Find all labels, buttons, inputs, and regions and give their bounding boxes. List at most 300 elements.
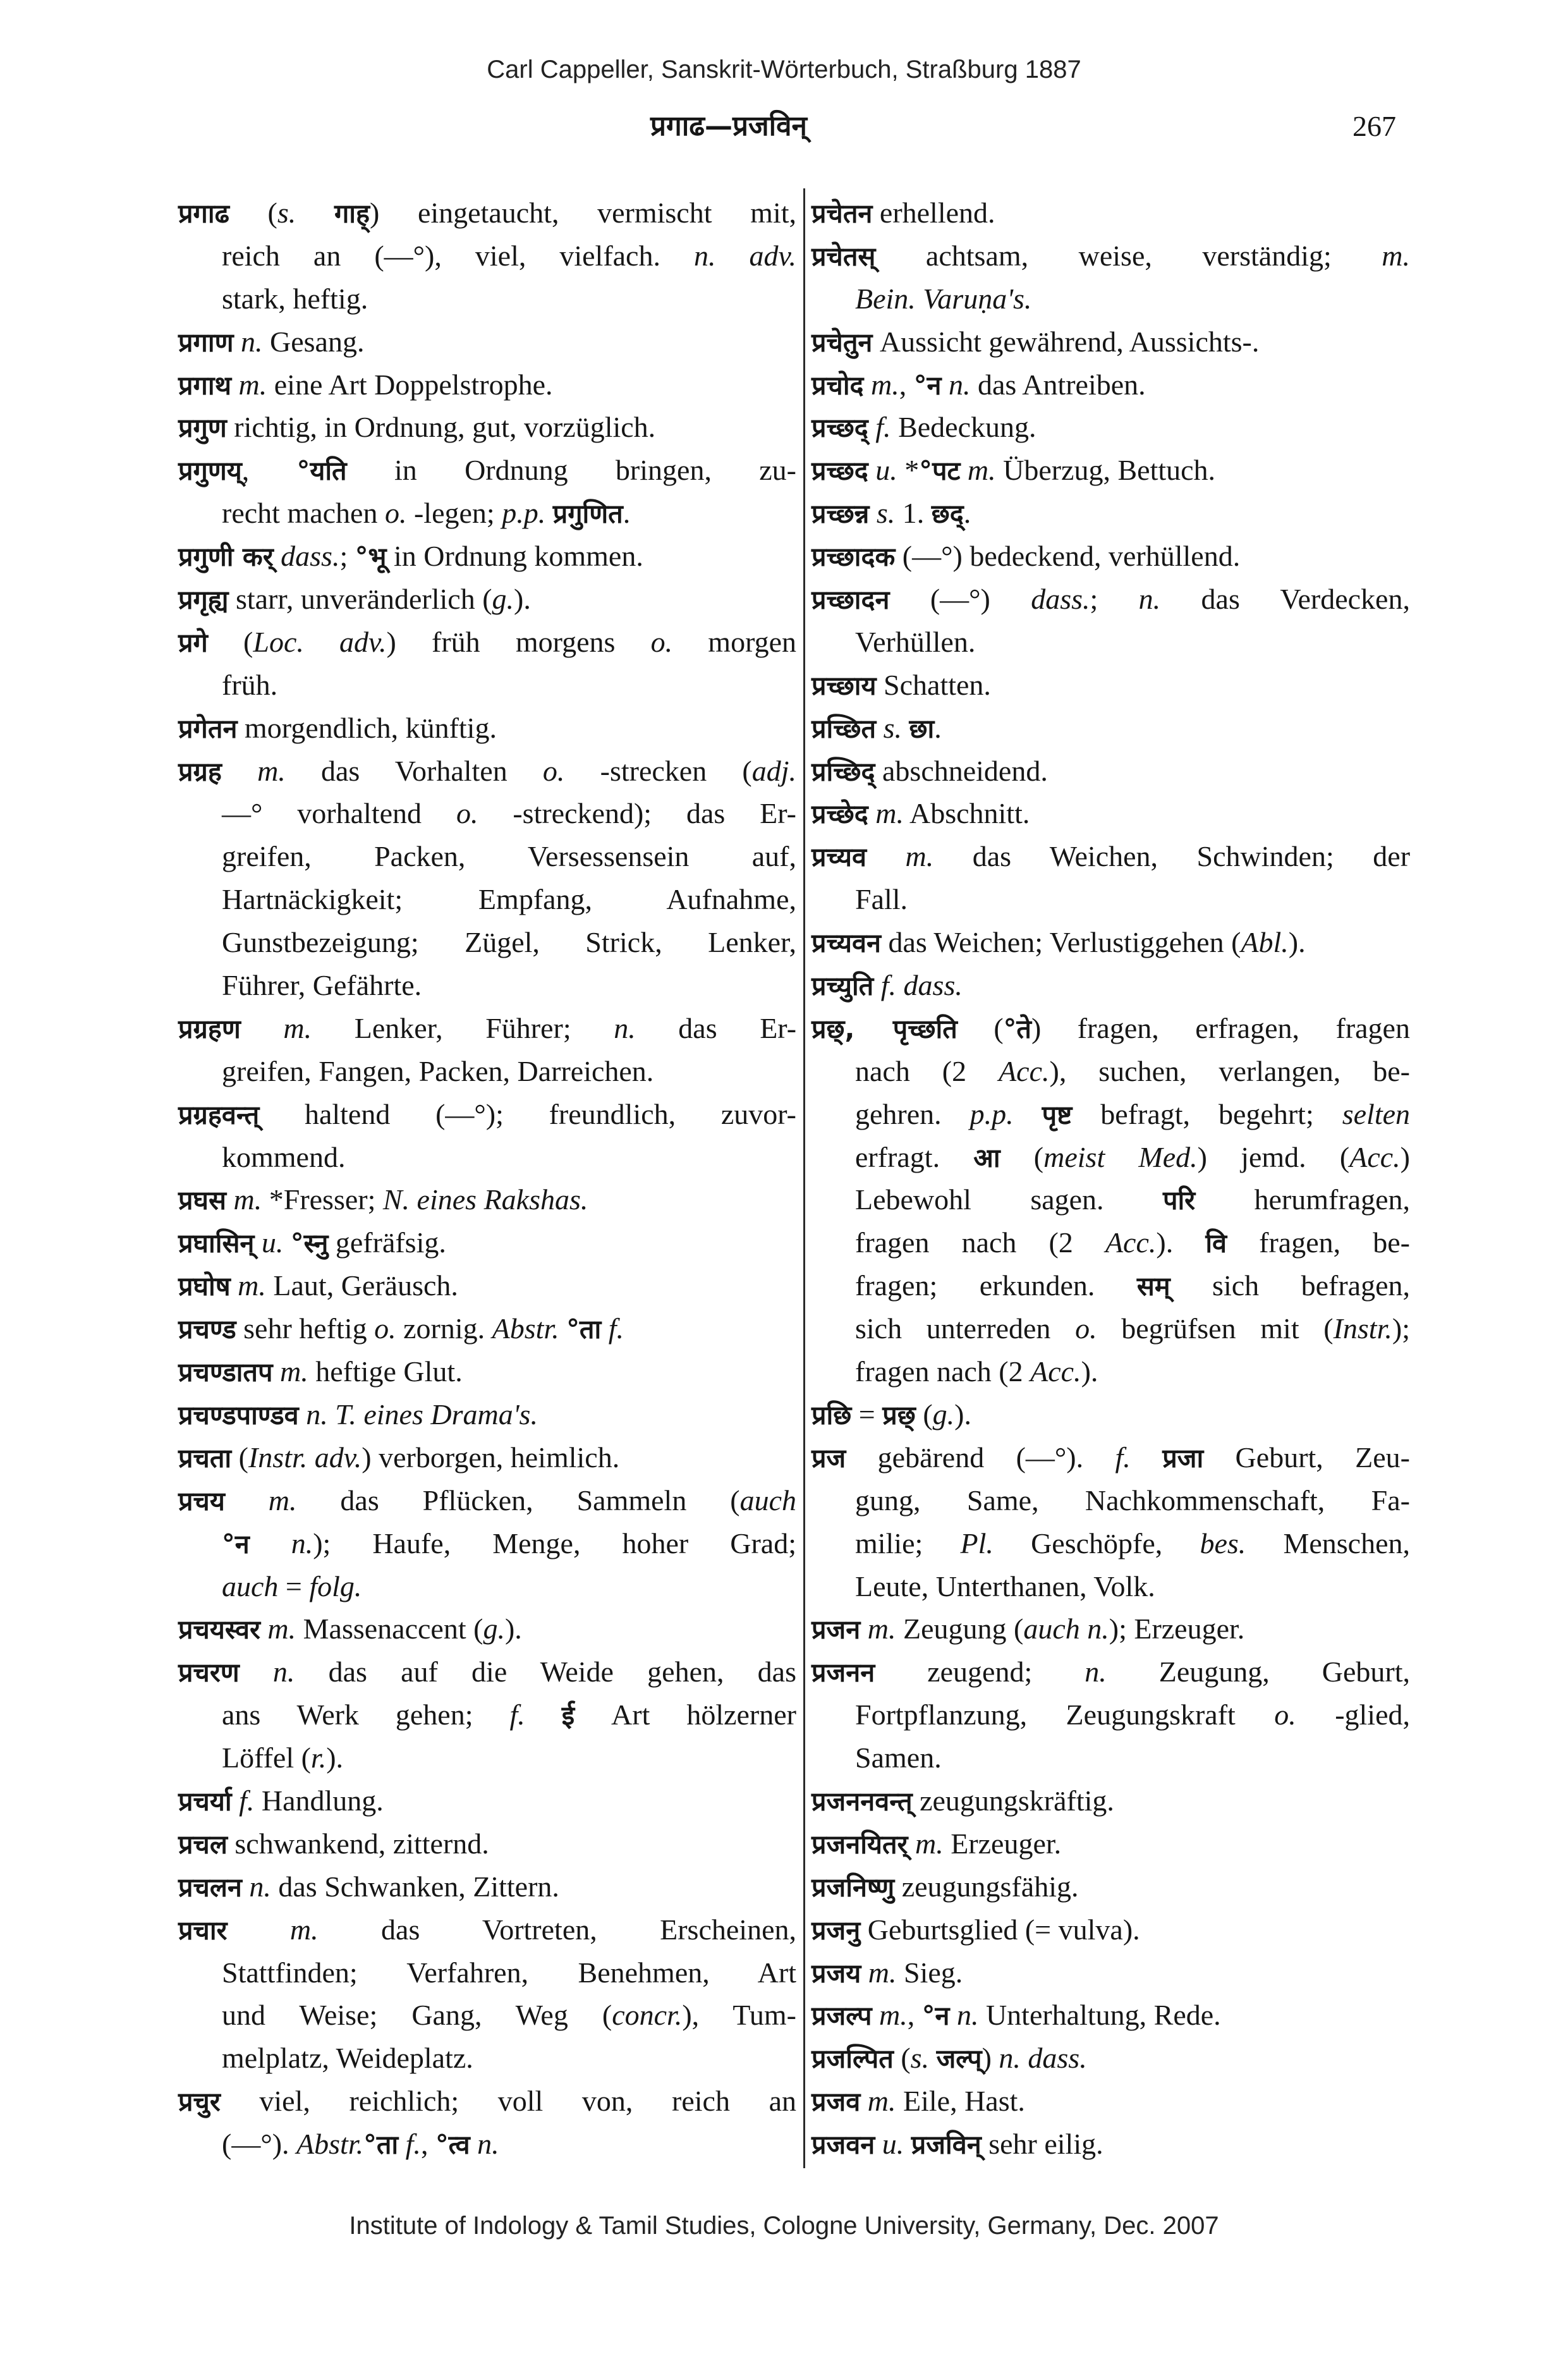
gloss-text: starr, unveränderlich ( — [228, 583, 492, 616]
dict-line — [811, 792, 1410, 835]
gloss-text: ) fragen, erfragen, fragen — [1031, 1011, 1410, 1044]
gloss-text: Geschöpfe, — [993, 1527, 1200, 1559]
italic-abbreviation: m. — [871, 368, 899, 401]
gloss-text — [868, 411, 876, 443]
italic-abbreviation: m. — [867, 1613, 896, 1645]
dict-line — [178, 707, 796, 750]
gloss-text — [222, 755, 257, 787]
gloss-text: das Antreiben. — [970, 368, 1146, 401]
gloss-text: ans Werk gehen; — [222, 1699, 510, 1731]
dict-entry — [811, 2123, 1410, 2166]
italic-abbreviation: n. adv. — [693, 239, 796, 272]
gloss-text: Unterhaltung, Rede. — [978, 1999, 1221, 2032]
gloss-text: Aussicht gewährend, Aussichts-. — [872, 325, 1260, 358]
gloss-text: Hartnäckigkeit; Empfang, Aufnahme, — [222, 883, 796, 916]
dict-entry — [178, 192, 796, 320]
sanskrit-word: °न — [222, 1528, 250, 1559]
gloss-text: -streckend); das Er- — [478, 797, 797, 830]
dict-line — [178, 535, 796, 578]
gloss-text — [868, 454, 876, 486]
gloss-text: erfragt. — [855, 1140, 974, 1173]
dict-entry — [178, 1393, 796, 1436]
headword: प्रग्रहण — [178, 1013, 241, 1044]
left-column — [178, 192, 796, 2166]
italic-abbreviation: n. T. eines Drama's. — [306, 1398, 538, 1431]
gloss-text — [960, 454, 968, 486]
dict-entry — [811, 964, 1410, 1007]
sanskrit-word: °ता — [566, 1314, 602, 1345]
gloss-text: Fall. — [855, 883, 908, 916]
italic-abbreviation: m. — [289, 1913, 319, 1946]
italic-abbreviation: p.p. — [969, 1097, 1014, 1130]
dict-entry — [178, 750, 796, 1007]
headword: प्रजन — [811, 1614, 861, 1645]
dict-line — [178, 664, 796, 707]
italic-abbreviation: m. — [879, 1999, 908, 2032]
dict-entry — [811, 1436, 1410, 1608]
italic-abbreviation: n. — [948, 368, 971, 401]
gloss-text: Bedeckung. — [890, 411, 1036, 444]
dict-entry — [811, 192, 1410, 235]
gloss-text: ) verborgen, heimlich. — [362, 1441, 620, 1473]
dict-line — [178, 1608, 796, 1650]
gloss-text: = — [851, 1398, 883, 1431]
dict-entry — [178, 449, 796, 535]
page-number: 267 — [1352, 110, 1396, 142]
italic-abbreviation: n. — [1085, 1656, 1107, 1688]
italic-abbreviation: m. — [875, 797, 904, 830]
gloss-text: -legen; — [406, 497, 502, 530]
headword: प्रजनु — [811, 1915, 861, 1946]
gloss-text: früh. — [222, 668, 278, 701]
gloss-text: ) früh morgens — [386, 625, 651, 658]
dict-entry — [811, 1865, 1410, 1908]
sanskrit-word: °पट — [919, 456, 961, 487]
gloss-text: ( — [893, 2042, 911, 2075]
gloss-text — [525, 1699, 562, 1731]
headword: प्रचार — [178, 1915, 228, 1946]
gloss-text: heftige Glut. — [308, 1355, 463, 1388]
dict-entry — [178, 1608, 796, 1650]
gloss-text: das Verdecken, — [1160, 583, 1410, 616]
dict-line — [811, 878, 1410, 921]
sanskrit-word: °भू — [355, 542, 387, 573]
dict-line — [811, 1050, 1410, 1093]
gloss-text: ( — [229, 197, 277, 229]
gloss-text: das Vorhalten — [285, 754, 543, 787]
gloss-text: greifen, Packen, Versessensein auf, — [222, 840, 796, 873]
italic-abbreviation: o. — [650, 625, 673, 658]
sanskrit-word: प्रजा — [1162, 1443, 1204, 1473]
gloss-text — [869, 497, 877, 529]
gloss-text: , — [241, 454, 297, 487]
gloss-text — [1014, 1098, 1042, 1130]
italic-abbreviation: f. — [405, 2128, 421, 2161]
italic-abbreviation: Abstr. — [296, 2128, 364, 2161]
column-divider — [803, 188, 805, 2168]
dict-entry — [178, 2080, 796, 2166]
gloss-text — [860, 2085, 868, 2117]
gloss-text: und Weise; Gang, Weg ( — [222, 1999, 612, 2032]
italic-abbreviation: f. — [608, 1312, 624, 1345]
italic-abbreviation: f. — [239, 1784, 255, 1817]
dict-line — [178, 621, 796, 664]
dict-entry — [811, 235, 1410, 320]
dict-entry — [811, 492, 1410, 535]
headword: प्रघोष — [178, 1271, 231, 1302]
dict-line — [178, 2037, 796, 2080]
italic-abbreviation: m. — [905, 840, 934, 873]
dict-line — [811, 1693, 1410, 1736]
headword: प्रच्यव — [811, 842, 866, 873]
headword: प्रगाण — [178, 327, 234, 358]
italic-abbreviation: Loc. adv. — [253, 625, 387, 658]
italic-abbreviation: n. — [291, 1527, 313, 1559]
dict-line — [811, 192, 1410, 235]
gloss-text — [398, 2128, 406, 2160]
italic-abbreviation: o. — [1274, 1699, 1296, 1731]
dict-entry — [178, 1865, 796, 1908]
italic-abbreviation: Abl. — [1241, 926, 1289, 959]
italic-abbreviation: n. — [1138, 583, 1161, 616]
headword: प्रचलन — [178, 1872, 242, 1903]
gloss-text: greifen, Fangen, Packen, Darreichen. — [222, 1054, 654, 1087]
italic-abbreviation: Pl. — [960, 1527, 994, 1559]
dict-entry — [178, 363, 796, 406]
italic-abbreviation: o. — [374, 1312, 396, 1345]
headword: प्रचेतन — [811, 198, 873, 229]
sanskrit-word: प्रगुणित — [552, 499, 623, 530]
gloss-text — [864, 369, 872, 401]
dict-line — [178, 1307, 796, 1350]
dict-entry — [178, 1479, 796, 1608]
gloss-text — [272, 1355, 280, 1388]
gloss-text: ) — [982, 2042, 999, 2075]
dict-entry — [811, 2080, 1410, 2123]
dict-line — [811, 1908, 1410, 1951]
dict-line — [178, 1779, 796, 1822]
gloss-text: Eile, Hast. — [896, 2085, 1025, 2118]
italic-abbreviation: m. — [233, 1183, 262, 1216]
gloss-text: ( — [1000, 1140, 1044, 1173]
gloss-text: (—°) bedeckend, verhüllend. — [895, 540, 1241, 573]
dict-line — [811, 1951, 1410, 1994]
italic-abbreviation: m. — [967, 454, 996, 487]
headword: प्रजय — [811, 1958, 861, 1989]
headword: प्रच्छादन — [811, 585, 890, 616]
gloss-text: ). — [1081, 1355, 1098, 1388]
dict-line — [178, 320, 796, 363]
gloss-text — [234, 326, 241, 358]
dict-line — [178, 2080, 796, 2123]
dict-line — [178, 1050, 796, 1093]
italic-abbreviation: adj. — [751, 754, 796, 787]
headword: प्रगाथ — [178, 370, 232, 401]
dict-line — [811, 1779, 1410, 1822]
gloss-text — [231, 1269, 238, 1302]
gloss-text: Stattfinden; Verfahren, Benehmen, Art — [222, 1956, 796, 1989]
headword: प्रचोद — [811, 370, 864, 401]
gloss-text: ); — [1392, 1312, 1410, 1345]
dict-line — [811, 363, 1410, 406]
gloss-text: Massenaccent ( — [296, 1613, 483, 1645]
dict-line — [811, 235, 1410, 278]
italic-abbreviation: Abstr. — [492, 1312, 559, 1345]
gloss-text: reich an (—°), viel, vielfach. — [222, 239, 694, 272]
headword: प्रचर्या — [178, 1786, 232, 1817]
dict-line — [811, 406, 1410, 449]
gloss-text — [861, 1956, 868, 1989]
sanskrit-word: °ता — [363, 2130, 399, 2161]
italic-abbreviation: m. — [268, 1484, 297, 1516]
headword: प्रजल्पित — [811, 2044, 894, 2075]
gloss-text: in Ordnung kommen. — [386, 540, 643, 573]
gloss-text — [274, 540, 281, 572]
dict-line — [811, 1565, 1410, 1608]
italic-abbreviation: Instr. — [1333, 1312, 1392, 1345]
dict-entry — [811, 449, 1410, 492]
gloss-text: sich befragen, — [1170, 1269, 1410, 1302]
sanskrit-word: गाह् — [334, 198, 370, 229]
gloss-text — [860, 1613, 868, 1645]
italic-abbreviation: n. — [272, 1656, 295, 1688]
dict-entry — [811, 792, 1410, 835]
headword: प्रच्छाय — [811, 670, 877, 701]
gloss-text — [866, 840, 906, 872]
dict-line — [811, 1479, 1410, 1522]
gloss-text — [299, 1398, 307, 1431]
dict-line — [178, 1136, 796, 1179]
gloss-text: gefräfsig. — [328, 1226, 446, 1259]
dict-line — [811, 1522, 1410, 1565]
gloss-text: das auf die Weide gehen, das — [295, 1656, 797, 1688]
italic-abbreviation: Acc. — [999, 1054, 1050, 1087]
italic-abbreviation: u. — [261, 1226, 284, 1259]
dict-line — [811, 2080, 1410, 2123]
headword: प्रचण्ड — [178, 1314, 236, 1345]
gloss-text: Samen. — [855, 1742, 942, 1774]
gloss-text — [908, 1827, 915, 1860]
gloss-text: das Weichen; Verlustiggehen ( — [880, 926, 1241, 959]
dict-line — [178, 1393, 796, 1436]
gloss-text: zornig. — [396, 1312, 492, 1345]
gloss-text: ), Tum- — [682, 1999, 796, 2032]
dict-entry — [178, 1779, 796, 1822]
gloss-text: begrüfsen mit ( — [1097, 1312, 1334, 1345]
sanskrit-word: °त्व — [435, 2130, 470, 2161]
dict-line — [178, 1994, 796, 2037]
headword: प्रचण्डपाण्डव — [178, 1400, 299, 1431]
dict-entry — [178, 1007, 796, 1093]
gloss-text — [941, 369, 949, 401]
italic-abbreviation: g. — [932, 1398, 955, 1431]
headword: प्रचल — [178, 1829, 228, 1860]
dict-entry — [178, 1822, 796, 1865]
dict-line — [811, 707, 1410, 750]
dict-line — [811, 1994, 1410, 2037]
gloss-text: ). — [1156, 1226, 1206, 1259]
italic-abbreviation: r. — [310, 1742, 327, 1774]
dict-line — [178, 1221, 796, 1264]
italic-abbreviation: n. dass. — [999, 2042, 1087, 2075]
dict-line — [178, 878, 796, 921]
dict-line — [178, 921, 796, 964]
dict-line — [811, 1822, 1410, 1865]
sanskrit-word: पृष्ट — [1042, 1099, 1073, 1130]
gloss-text: achtsam, weise, verständig; — [875, 239, 1382, 272]
dict-entry — [811, 707, 1410, 750]
headword: प्रजवन — [811, 2130, 875, 2161]
gloss-text: Zeugung ( — [896, 1613, 1024, 1645]
italic-abbreviation: auch — [739, 1484, 796, 1516]
gloss-text: sehr heftig — [236, 1312, 375, 1345]
gloss-text: in Ordnung bringen, zu- — [346, 454, 796, 487]
italic-abbreviation: n. — [956, 1999, 979, 2032]
headword: प्रगुणय् — [178, 456, 242, 487]
headword: प्रच्छादक — [811, 542, 896, 573]
gloss-text: ( — [957, 1011, 1004, 1044]
dict-entry — [178, 1908, 796, 2080]
sanskrit-word: °यति — [296, 456, 347, 487]
headword: प्रच्छेद — [811, 799, 868, 830]
gloss-text — [868, 797, 876, 829]
italic-abbreviation: auch n. — [1023, 1613, 1109, 1645]
gloss-text: Schatten. — [876, 668, 991, 701]
gloss-text: haltend (—°); freundlich, zuvor- — [259, 1097, 796, 1130]
dict-line — [178, 1436, 796, 1479]
gloss-text — [227, 1913, 289, 1946]
gloss-text: = — [278, 1570, 310, 1602]
italic-abbreviation: p.p. — [502, 497, 546, 530]
sanskrit-word: जल्प् — [936, 2044, 982, 2075]
italic-abbreviation: m. — [279, 1355, 308, 1388]
dict-line — [178, 2123, 796, 2166]
dict-line — [178, 1350, 796, 1393]
gloss-text: ) — [1400, 1140, 1410, 1173]
sanskrit-word: °ते — [1003, 1013, 1031, 1044]
dict-entry — [178, 1264, 796, 1307]
dict-line — [178, 1264, 796, 1307]
dict-line — [811, 964, 1410, 1007]
footer-credit: Institute of Indology & Tamil Studies, Cologne University, Germany, Dec. 2007 — [349, 2212, 1219, 2240]
headword: प्रचयस्वर — [178, 1614, 260, 1645]
gloss-text: * — [897, 454, 920, 487]
italic-abbreviation: concr. — [612, 1999, 683, 2032]
dict-line — [178, 835, 796, 878]
gloss-text: melplatz, Weideplatz. — [222, 2042, 473, 2075]
dict-entry — [811, 664, 1410, 707]
dict-line — [178, 1565, 796, 1608]
gloss-text: abschneidend. — [875, 754, 1048, 787]
gloss-text: ). — [504, 1613, 522, 1645]
italic-abbreviation: Acc. — [1030, 1355, 1081, 1388]
gloss-text: Lebewohl sagen. — [855, 1183, 1163, 1216]
gloss-text: Geburt, Zeu- — [1203, 1441, 1411, 1473]
gloss-text — [225, 1484, 269, 1516]
gloss-text — [231, 369, 239, 401]
gloss-text: viel, reichlich; voll von, reich an — [220, 2085, 796, 2118]
dict-line — [178, 278, 796, 320]
dict-entry — [811, 1608, 1410, 1650]
dict-line — [811, 835, 1410, 878]
headword: प्रघस — [178, 1185, 226, 1216]
gloss-text: Verhüllen. — [855, 625, 976, 658]
dict-line — [811, 278, 1410, 320]
dict-line — [178, 1178, 796, 1221]
headword: प्रजनन — [811, 1657, 875, 1688]
headword: प्रच्छद् — [811, 413, 868, 444]
dict-line — [178, 578, 796, 621]
right-column — [811, 192, 1410, 2166]
dict-line — [178, 1736, 796, 1779]
dict-line — [811, 621, 1410, 664]
gloss-text: fragen; erkunden. — [855, 1269, 1137, 1302]
italic-abbreviation: u. — [875, 454, 897, 487]
dict-entry — [811, 1007, 1410, 1393]
headword: प्रजल्प — [811, 2001, 872, 2032]
italic-abbreviation: n. — [249, 1870, 271, 1903]
gloss-text: Abschnitt. — [904, 797, 1030, 830]
gloss-text: sehr eilig. — [981, 2128, 1103, 2161]
gloss-text — [240, 1656, 273, 1688]
dict-line — [811, 1178, 1410, 1221]
italic-abbreviation: n. — [241, 325, 263, 358]
gloss-text — [601, 1312, 609, 1345]
gloss-text: gung, Same, Nachkommenschaft, Fa- — [855, 1484, 1410, 1516]
headword: प्रज — [811, 1443, 846, 1473]
headword: प्रचण्डातप — [178, 1357, 273, 1388]
gloss-text — [904, 2128, 911, 2160]
dict-line — [811, 664, 1410, 707]
sanskrit-word: छद् — [931, 499, 964, 530]
sanskrit-word: प्रजविन् — [911, 2130, 982, 2161]
headword: प्रच्छित — [811, 713, 877, 744]
dict-entry — [178, 1221, 796, 1264]
italic-abbreviation: o. — [1075, 1312, 1097, 1345]
gloss-text: fragen, be- — [1227, 1226, 1410, 1259]
italic-abbreviation: n. — [614, 1011, 636, 1044]
sanskrit-word: °न — [921, 2001, 950, 2032]
italic-abbreviation: m. — [915, 1827, 944, 1860]
gloss-text: das Weichen, Schwinden; der — [933, 840, 1411, 873]
italic-abbreviation: m. — [283, 1011, 312, 1044]
headword: प्रच्छद — [811, 456, 868, 487]
gloss-text: kommend. — [222, 1140, 346, 1173]
headword: प्रग्रहवन्त् — [178, 1099, 260, 1130]
dict-line — [178, 1865, 796, 1908]
gloss-text — [872, 1999, 880, 2031]
italic-abbreviation: u. — [882, 2128, 904, 2161]
gloss-text — [875, 2128, 882, 2160]
gloss-text: (—°). — [222, 2128, 297, 2161]
dict-line — [811, 1093, 1410, 1136]
gloss-text: ( — [207, 625, 253, 658]
dict-line — [178, 1693, 796, 1736]
dict-line — [811, 535, 1410, 578]
gloss-text: *Fresser; — [262, 1183, 383, 1216]
dict-line — [178, 492, 796, 535]
dict-entry — [178, 707, 796, 750]
headword: प्रगाढ — [178, 198, 229, 229]
gloss-text — [254, 1226, 262, 1259]
dict-line — [811, 449, 1410, 492]
gloss-text — [949, 1999, 957, 2031]
gloss-text: Erzeuger. — [943, 1827, 1062, 1860]
gloss-text: morgendlich, künftig. — [237, 711, 497, 744]
dict-line — [178, 1522, 796, 1565]
gloss-text: —° vorhaltend — [222, 797, 456, 830]
dict-line — [178, 449, 796, 492]
